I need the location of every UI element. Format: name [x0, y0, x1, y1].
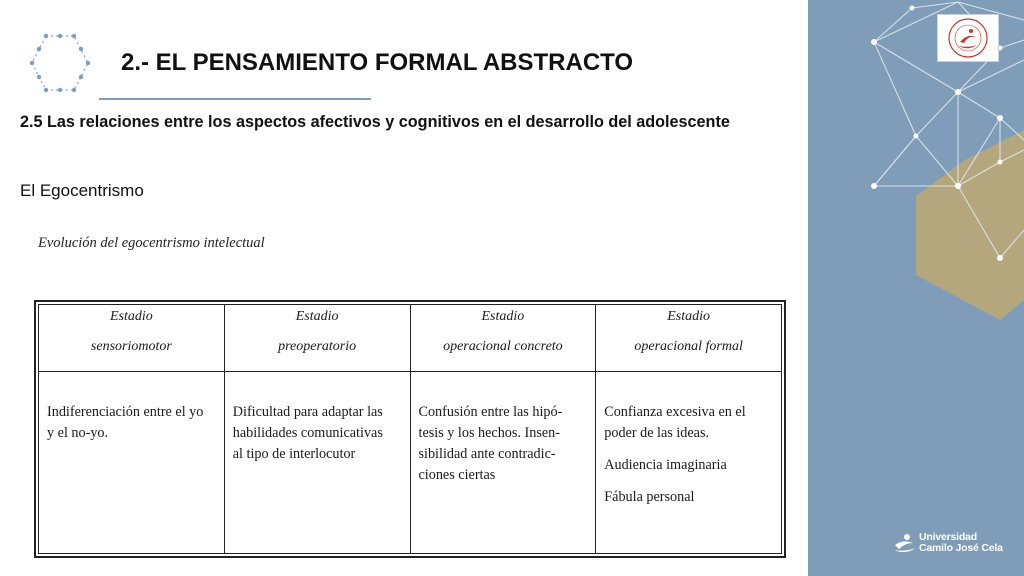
header-stage-label: Estadio	[109, 309, 153, 324]
cell-text-line: poder de las ideas.	[604, 425, 710, 441]
column-header-preoperatorio	[224, 305, 410, 372]
table-header-row	[39, 305, 782, 372]
cell-text-line: sibilidad ante contradic-	[418, 446, 556, 462]
network-graphic-icon	[808, 0, 1024, 576]
slide-subtitle: 2.5 Las relaciones entre los aspectos afectivos y cognitivos en el desarrollo del adolescente	[20, 113, 730, 131]
header-stage-name: sensoriomotor	[90, 339, 172, 354]
header-stage-label: Estadio	[481, 309, 525, 324]
cell-text-line: habilidades comunicativas	[232, 425, 383, 441]
cell-text-line: Dificultad para adaptar las	[232, 404, 383, 420]
header-stage-name: operacional concreto	[443, 339, 563, 354]
cell-preoperatorio	[224, 372, 410, 554]
egocentrism-table-frame	[34, 300, 786, 558]
cell-text-line: Indiferenciación entre el yo	[47, 404, 204, 420]
header-stage-label: Estadio	[295, 309, 339, 324]
column-header-operacional-formal	[596, 305, 782, 372]
cell-text-line: ciones ciertas	[418, 467, 496, 483]
cell-text-line: tesis y los hechos. Insen-	[418, 425, 560, 441]
decorative-side-panel	[808, 0, 1024, 576]
column-header-operacional-concreto	[410, 305, 596, 372]
hexagon-logo-icon	[28, 32, 92, 94]
seal-icon	[938, 15, 998, 61]
header-stage-label: Estadio	[667, 309, 711, 324]
slide-title: 2.- EL PENSAMIENTO FORMAL ABSTRACTO	[121, 49, 634, 76]
university-mark-icon	[893, 531, 917, 555]
cell-text-line: Audiencia imaginaria	[604, 457, 727, 473]
cell-text-line: y el no-yo.	[47, 425, 109, 441]
header-stage-name: operacional formal	[634, 339, 743, 354]
title-underline	[99, 98, 371, 100]
table-caption: Evolución del egocentrismo intelectual	[38, 235, 265, 251]
cell-operacional-formal	[596, 372, 782, 554]
brand-line-1: Universidad	[919, 531, 977, 543]
university-seal-logo	[937, 14, 999, 62]
egocentrism-table	[38, 304, 782, 554]
section-label: El Egocentrismo	[20, 181, 144, 200]
header-stage-name: preoperatorio	[278, 339, 357, 354]
column-header-sensoriomotor	[39, 305, 225, 372]
table-body-row	[39, 372, 782, 554]
cell-sensoriomotor	[39, 372, 225, 554]
cell-text-line: Fábula personal	[604, 489, 695, 505]
cell-operacional-concreto	[410, 372, 596, 554]
cell-text-line: al tipo de interlocutor	[232, 446, 356, 462]
cell-text-line: Confianza excesiva en el	[604, 404, 746, 420]
brand-line-2: Camilo José Cela	[919, 542, 1003, 554]
cell-text-line: Confusión entre las hipó-	[418, 404, 563, 420]
brand-name	[919, 532, 1003, 554]
